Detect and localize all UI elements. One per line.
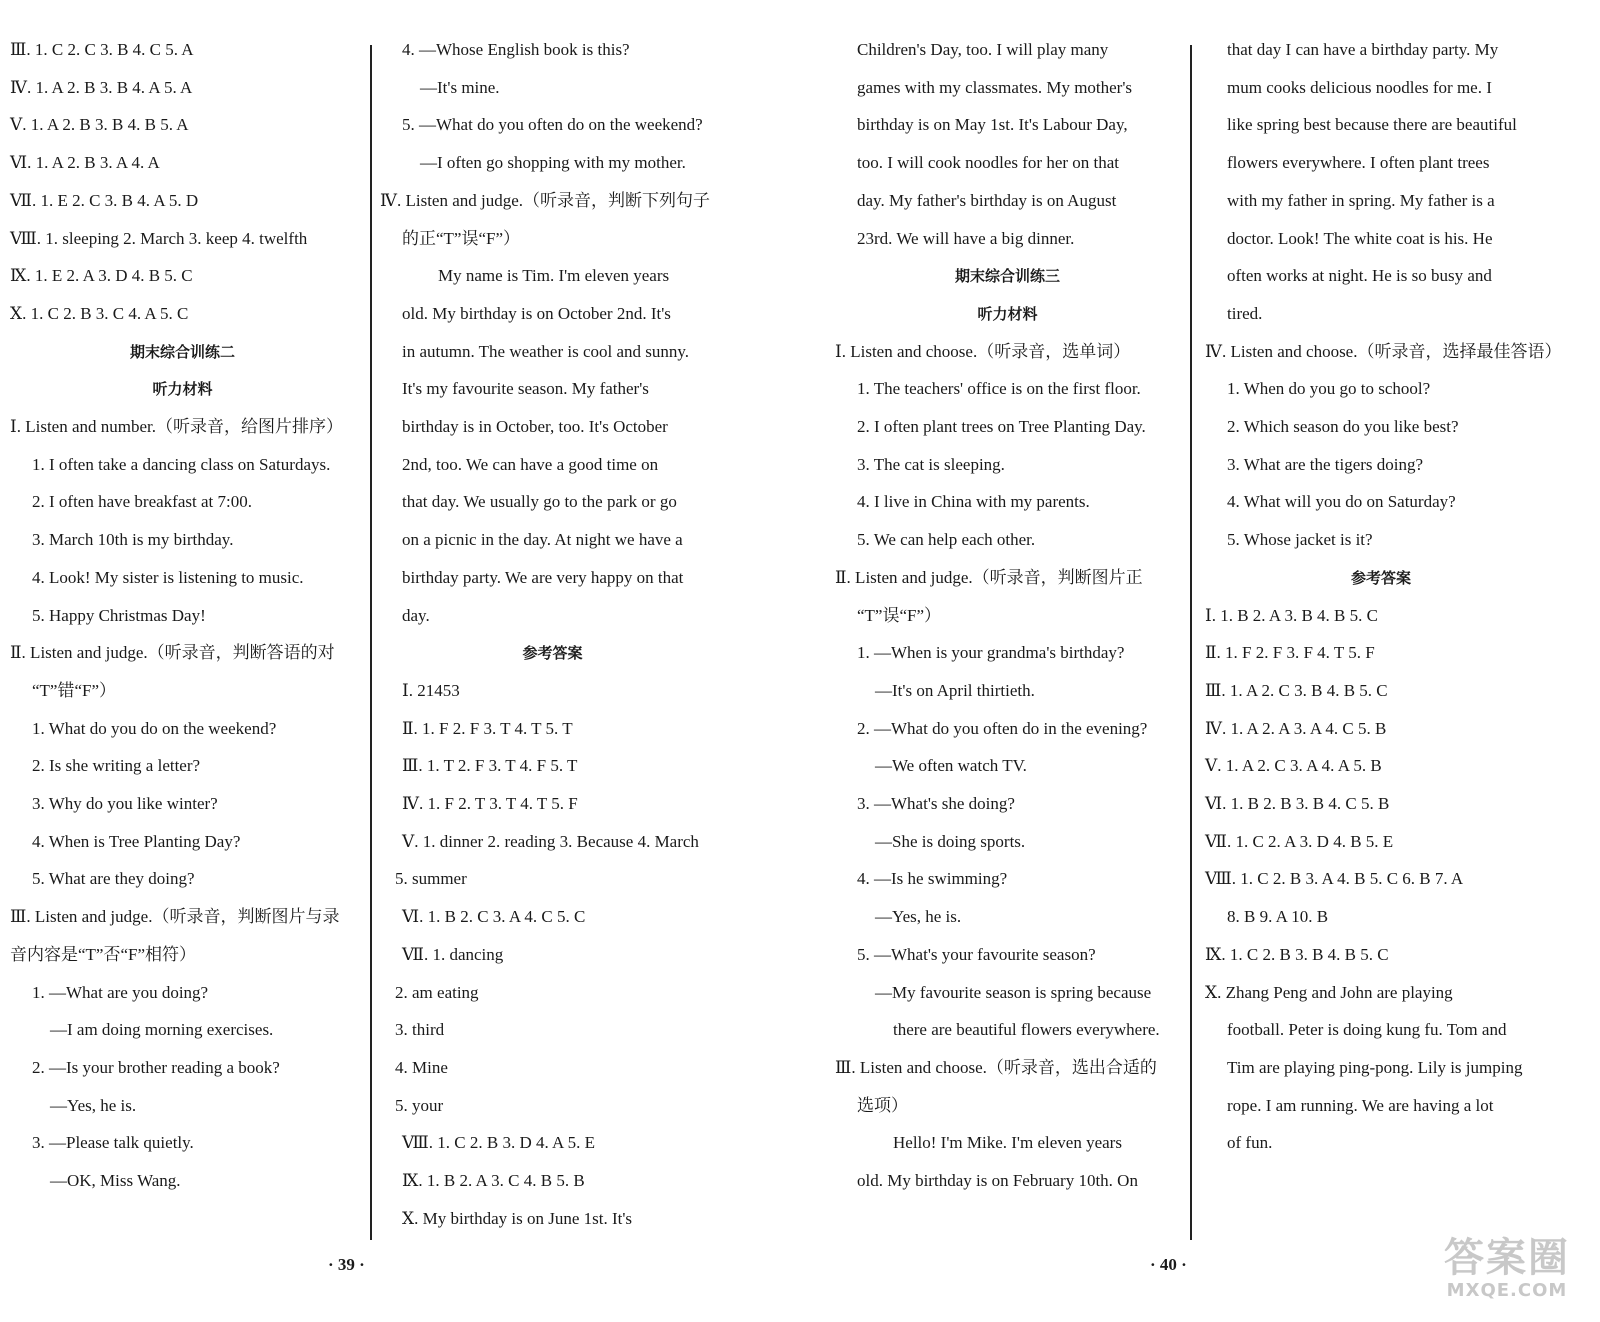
- text-line: 3. What are the tigers doing?: [1227, 454, 1424, 474]
- text-line: Ⅹ. Zhang Peng and John are playing: [1205, 982, 1453, 1002]
- text-line: —It's on April thirtieth.: [875, 680, 1035, 700]
- text-line: Ⅱ. 1. F 2. F 3. F 4. T 5. F: [1205, 643, 1375, 663]
- text-line: 4. Look! My sister is listening to music.: [32, 567, 304, 587]
- text-line: My name is Tim. I'm eleven years: [438, 266, 670, 286]
- text-line: 1. The teachers' office is on the first floor.: [857, 379, 1141, 399]
- text-line: Ⅸ. 1. E 2. A 3. D 4. B 5. C: [10, 266, 193, 286]
- text-line: 8. B 9. A 10. B: [1227, 907, 1329, 927]
- watermark-text-en: MXQE.COM: [1446, 1280, 1568, 1301]
- text-line: “T”误“F”）: [857, 605, 942, 625]
- text-line: 3. Why do you like winter?: [32, 794, 218, 813]
- text-line: It's my favourite season. My father's: [402, 379, 649, 399]
- text-line: 3. third: [395, 1020, 445, 1040]
- text-line: rope. I am running. We are having a lot: [1227, 1095, 1494, 1115]
- text-line: that day I can have a birthday party. My: [1227, 40, 1499, 59]
- text-line: 2. I often plant trees on Tree Planting Day.: [857, 417, 1146, 436]
- text-line: Ⅲ. 1. C 2. C 3. B 4. C 5. A: [10, 40, 194, 59]
- text-line: Ⅳ. Listen and judge.（听录音，判断下列句子: [380, 190, 711, 210]
- text-line: football. Peter is doing kung fu. Tom and: [1227, 1020, 1507, 1040]
- text-line: on a picnic in the day. At night we have a: [402, 530, 683, 550]
- text-line: Ⅴ. 1. dinner 2. reading 3. Because 4. March: [402, 831, 699, 851]
- column-divider-1: [370, 45, 372, 1240]
- text-line: Ⅵ. 1. A 2. B 3. A 4. A: [10, 153, 160, 173]
- text-line: 3. March 10th is my birthday.: [32, 530, 234, 550]
- text-line: 1. When do you go to school?: [1227, 379, 1431, 399]
- text-line: day.: [402, 605, 430, 625]
- text-line: —It's mine.: [420, 77, 500, 97]
- text-line: Ⅴ. 1. A 2. C 3. A 4. A 5. B: [1205, 756, 1382, 776]
- text-line: too. I will cook noodles for her on that: [857, 153, 1120, 173]
- text-line: Ⅲ. Listen and choose.（听录音，选出合适的: [835, 1057, 1157, 1077]
- text-line: old. My birthday is on February 10th. On: [857, 1171, 1138, 1190]
- text-line: Tim are playing ping-pong. Lily is jumping: [1227, 1057, 1523, 1077]
- text-line: 5. We can help each other.: [857, 530, 1036, 550]
- text-line: Ⅲ. 1. A 2. C 3. B 4. B 5. C: [1205, 680, 1388, 700]
- text-line: —I am doing morning exercises.: [50, 1020, 274, 1040]
- section-heading: 听力材料: [977, 304, 1038, 323]
- text-line: 4. Mine: [395, 1057, 448, 1077]
- text-line: mum cooks delicious noodles for me. I: [1227, 77, 1492, 97]
- page-number-left: · 39 ·: [328, 1255, 365, 1274]
- text-line: birthday is on May 1st. It's Labour Day,: [857, 115, 1128, 135]
- text-line: —OK, Miss Wang.: [50, 1171, 181, 1190]
- text-line: 3. The cat is sleeping.: [857, 454, 1005, 474]
- text-line: often works at night. He is so busy and: [1227, 266, 1492, 286]
- text-line: Ⅱ. Listen and judge.（听录音，判断图片正: [835, 567, 1143, 587]
- text-line: of fun.: [1227, 1133, 1273, 1153]
- text-line: 5. What are they doing?: [32, 869, 195, 889]
- text-line: —Yes, he is.: [50, 1095, 137, 1115]
- text-line: with my father in spring. My father is a: [1227, 190, 1495, 210]
- text-line: day. My father's birthday is on August: [857, 190, 1117, 210]
- text-line: 4. What will you do on Saturday?: [1227, 492, 1456, 512]
- text-line: 4. —Whose English book is this?: [402, 40, 630, 59]
- text-line: 2nd, too. We can have a good time on: [402, 454, 659, 474]
- text-line: like spring best because there are beautiful: [1227, 115, 1517, 135]
- text-line: 5. Happy Christmas Day!: [32, 605, 206, 625]
- text-line: 1. —When is your grandma's birthday?: [857, 643, 1125, 663]
- text-line: Ⅷ. 1. sleeping 2. March 3. keep 4. twelfth: [10, 228, 308, 248]
- text-line: Ⅰ. 1. B 2. A 3. B 4. B 5. C: [1205, 605, 1378, 625]
- text-line: 4. I live in China with my parents.: [857, 492, 1090, 512]
- text-line: Ⅸ. 1. C 2. B 3. B 4. B 5. C: [1205, 944, 1389, 964]
- text-line: Ⅰ. Listen and number.（听录音，给图片排序）: [10, 417, 343, 436]
- text-line: Ⅶ. 1. dancing: [402, 944, 504, 964]
- text-line: 23rd. We will have a big dinner.: [857, 228, 1075, 248]
- text-line: 4. When is Tree Planting Day?: [32, 831, 241, 851]
- text-line: Ⅳ. 1. F 2. T 3. T 4. T 5. F: [402, 794, 578, 813]
- text-line: flowers everywhere. I often plant trees: [1227, 153, 1490, 173]
- text-line: doctor. Look! The white coat is his. He: [1227, 228, 1493, 248]
- text-line: Ⅹ. 1. C 2. B 3. C 4. A 5. C: [10, 303, 189, 323]
- section-heading: 听力材料: [152, 380, 213, 399]
- text-line: 5. —What do you often do on the weekend?: [402, 115, 703, 135]
- text-line: 5. —What's your favourite season?: [857, 944, 1096, 964]
- section-heading: 参考答案: [1350, 568, 1411, 587]
- watermark-logo: [1432, 1236, 1582, 1306]
- text-line: —She is doing sports.: [875, 831, 1026, 851]
- text-line: 2. Which season do you like best?: [1227, 417, 1459, 436]
- text-line: Ⅷ. 1. C 2. B 3. A 4. B 5. C 6. B 7. A: [1205, 869, 1464, 889]
- text-line: 的正“T”误“F”）: [402, 228, 521, 248]
- text-line: 5. your: [395, 1095, 444, 1115]
- text-line: 1. What do you do on the weekend?: [32, 718, 277, 738]
- text-line: birthday is in October, too. It's October: [402, 417, 668, 436]
- text-line: in autumn. The weather is cool and sunny.: [402, 341, 690, 361]
- text-line: 2. —Is your brother reading a book?: [32, 1057, 280, 1077]
- text-line: 1. —What are you doing?: [32, 982, 209, 1002]
- page-number-right: · 40 ·: [1150, 1255, 1187, 1274]
- text-line: Ⅲ. 1. T 2. F 3. T 4. F 5. T: [402, 756, 578, 776]
- text-line: tired.: [1227, 303, 1263, 323]
- text-line: Ⅶ. 1. E 2. C 3. B 4. A 5. D: [10, 190, 199, 210]
- text-line: Ⅰ. Listen and choose.（听录音，选单词）: [835, 341, 1131, 361]
- text-line: Ⅱ. 1. F 2. F 3. T 4. T 5. T: [402, 718, 573, 738]
- text-line: Ⅶ. 1. C 2. A 3. D 4. B 5. E: [1205, 831, 1394, 851]
- text-line: Ⅵ. 1. B 2. C 3. A 4. C 5. C: [402, 907, 586, 927]
- text-line: Ⅳ. 1. A 2. A 3. A 4. C 5. B: [1205, 718, 1387, 738]
- text-line: 1. I often take a dancing class on Saturdays.: [32, 454, 331, 474]
- text-line: —Yes, he is.: [875, 907, 962, 927]
- text-line: —I often go shopping with my mother.: [420, 153, 686, 173]
- text-line: 2. am eating: [395, 982, 479, 1002]
- text-line: —We often watch TV.: [875, 756, 1027, 776]
- text-line: 3. —Please talk quietly.: [32, 1133, 194, 1153]
- section-heading: 期末综合训练三: [954, 267, 1060, 286]
- text-line: 5. summer: [395, 869, 467, 889]
- text-line: 4. —Is he swimming?: [857, 869, 1008, 889]
- text-line: Ⅳ. 1. A 2. B 3. B 4. A 5. A: [10, 77, 193, 97]
- text-line: Hello! I'm Mike. I'm eleven years: [893, 1133, 1122, 1153]
- text-line: games with my classmates. My mother's: [857, 77, 1133, 97]
- text-line: 选项）: [857, 1095, 908, 1115]
- text-line: 2. I often have breakfast at 7:00.: [32, 492, 252, 512]
- text-line: Ⅹ. My birthday is on June 1st. It's: [402, 1208, 633, 1228]
- text-line: Ⅰ. 21453: [402, 680, 460, 700]
- column-divider-2: [1190, 45, 1192, 1240]
- text-line: Ⅲ. Listen and judge.（听录音，判断图片与录: [10, 907, 340, 927]
- text-line: 2. Is she writing a letter?: [32, 756, 201, 776]
- text-line: Ⅷ. 1. C 2. B 3. D 4. A 5. E: [402, 1133, 596, 1153]
- text-line: —My favourite season is spring because: [875, 982, 1152, 1002]
- text-line: 音内容是“T”否“F”相符）: [10, 944, 197, 964]
- text-line: 2. —What do you often do in the evening?: [857, 718, 1148, 738]
- text-line: Ⅸ. 1. B 2. A 3. C 4. B 5. B: [402, 1171, 585, 1190]
- text-line: birthday party. We are very happy on that: [402, 567, 684, 587]
- text-line: Ⅵ. 1. B 2. B 3. B 4. C 5. B: [1205, 794, 1390, 813]
- text-line: Ⅴ. 1. A 2. B 3. B 4. B 5. A: [10, 115, 189, 135]
- text-line: that day. We usually go to the park or go: [402, 492, 677, 512]
- text-line: Children's Day, too. I will play many: [857, 40, 1109, 59]
- text-line: there are beautiful flowers everywhere.: [893, 1020, 1160, 1040]
- text-line: old. My birthday is on October 2nd. It's: [402, 303, 671, 323]
- text-line: “T”错“F”）: [32, 680, 117, 700]
- text-line: Ⅳ. Listen and choose.（听录音，选择最佳答语）: [1205, 341, 1562, 361]
- watermark-text-cn: 答案圈: [1444, 1235, 1570, 1281]
- text-line: 3. —What's she doing?: [857, 794, 1015, 813]
- text-line: Ⅱ. Listen and judge.（听录音，判断答语的对: [10, 643, 335, 663]
- section-heading: 期末综合训练二: [129, 342, 235, 361]
- section-heading: 参考答案: [522, 644, 583, 663]
- text-line: 5. Whose jacket is it?: [1227, 530, 1373, 550]
